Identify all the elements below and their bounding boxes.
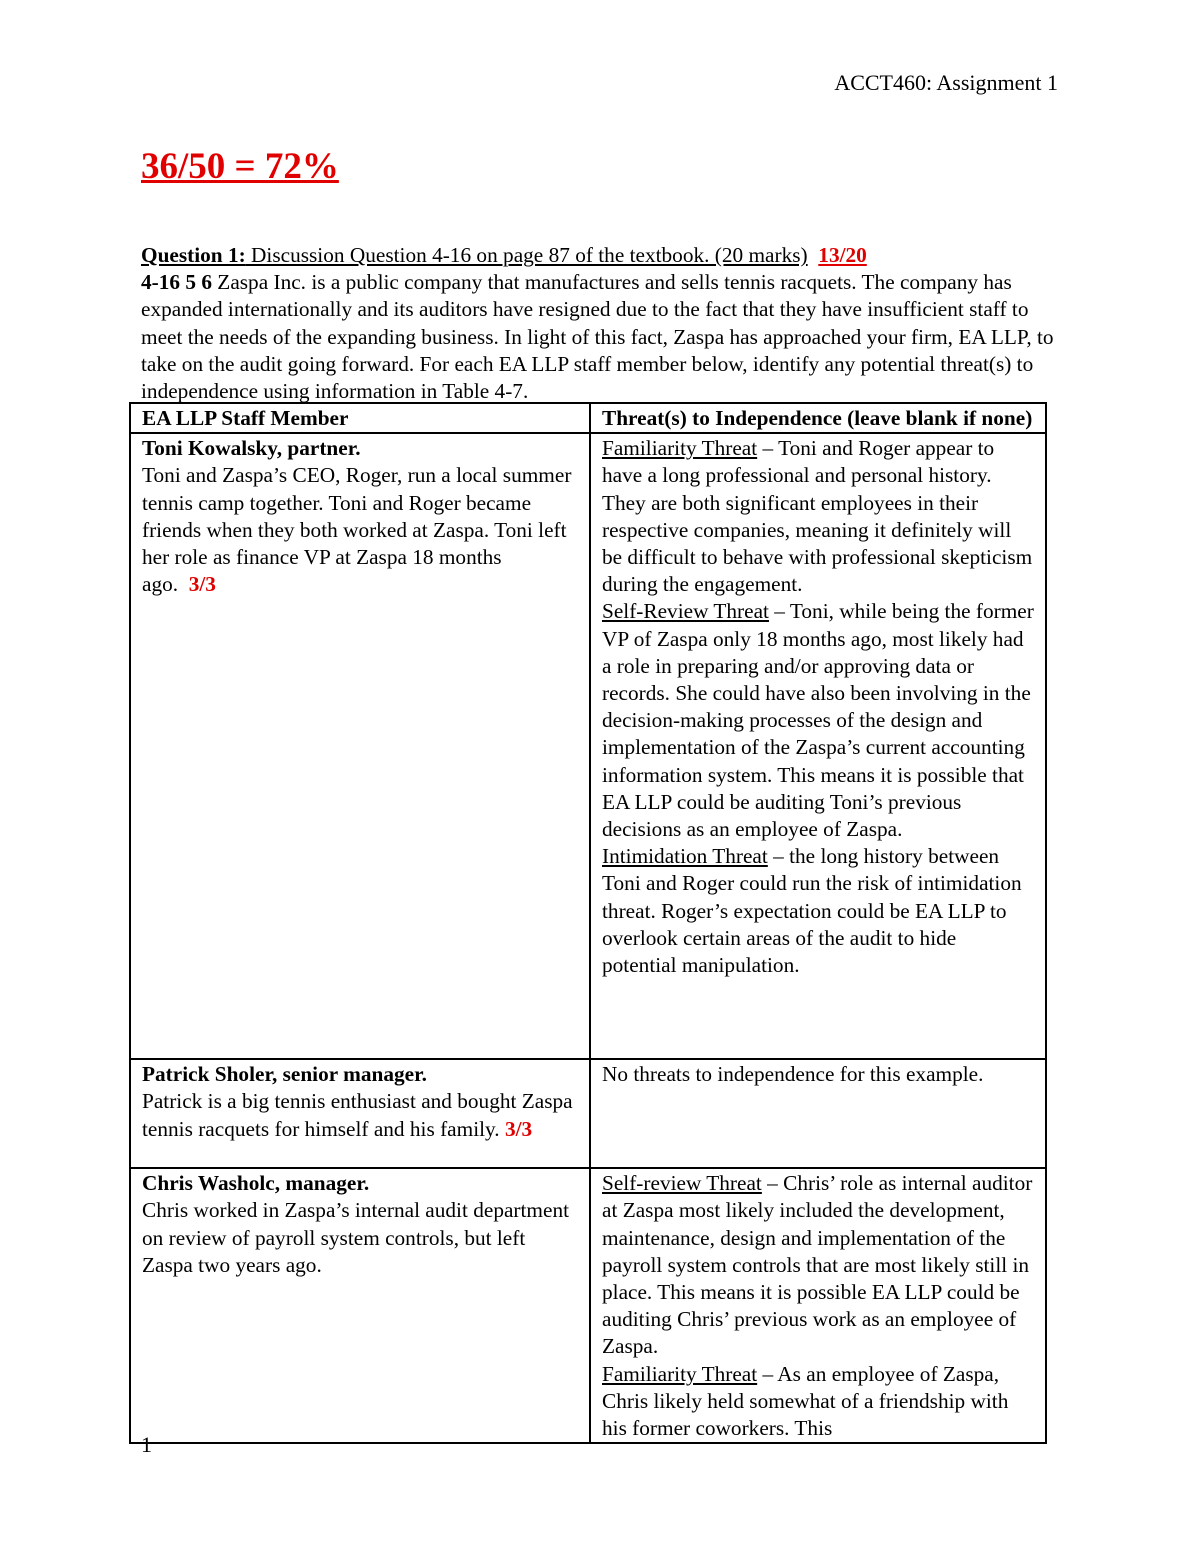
threat-name: Intimidation Threat [602, 844, 768, 869]
question-label: Question 1: [141, 243, 246, 267]
page-number: 1 [141, 1432, 152, 1457]
total-score: 36/50 = 72% [141, 146, 339, 187]
course-header: ACCT460: Assignment 1 [834, 70, 1058, 95]
header-threats: Threat(s) to Independence (leave blank if none) [590, 403, 1046, 433]
table-row [130, 1059, 1046, 1168]
threat-name: Self-review Threat [602, 1171, 762, 1196]
question-intro [141, 242, 1061, 405]
staff-cell [130, 1059, 590, 1168]
staff-cell [130, 1168, 590, 1443]
question-prompt: Discussion Question 4-16 on page 87 of the textbook. (20 marks) [245, 243, 808, 267]
row-score: 3/3 [504, 1116, 533, 1141]
row-score: 3/3 [188, 572, 216, 597]
staff-description: Toni and Zaspa’s CEO, Roger, run a local summer tennis camp together. Toni and Roger became friends when they both worked at Zaspa. Toni left her role as finance VP at Zaspa 18 months ago. [142, 463, 572, 597]
threat-text: No threats to independence for this example. [602, 1062, 984, 1087]
threat-text: – Chris’ role as internal auditor at Zaspa most likely included the development, maintenance, design and implementation of the payroll system controls that are most likely still in place. This means it is possible EA LLP could be auditing Chris’ previous work as an employee of Zaspa. [602, 1171, 1033, 1359]
question-body: Zaspa Inc. is a public company that manufactures and sells tennis racquets. The company has expanded internationally and its auditors have resigned due to the fact that they have insufficient staff to meet the needs of the expanding business. In light of this fact, Zaspa has approached your firm, EA LLP, to take on the audit going forward. For each EA LLP staff member below, identify any potential threat(s) to independence using information in Table 4-7. [141, 270, 1054, 404]
threat-text: – the long history between Toni and Roger could run the risk of intimidation threat. Roger’s expectation could be EA LLP to overlook certain areas of the audit to hide potential manipulation. [602, 844, 1022, 978]
staff-description: Chris worked in Zaspa’s internal audit department on review of payroll system controls, but left Zaspa two years ago. [142, 1198, 570, 1277]
threat-cell [590, 1059, 1046, 1168]
table-row [130, 1168, 1046, 1443]
staff-name: Patrick Sholer, senior manager. [142, 1062, 427, 1087]
staff-description: Patrick is a big tennis enthusiast and bought Zaspa tennis racquets for himself and his family. [142, 1089, 573, 1141]
staff-cell [130, 433, 590, 1059]
staff-name: Chris Washolc, manager. [142, 1171, 370, 1196]
threat-text: – Toni, while being the former VP of Zaspa only 18 months ago, most likely had a role in preparing and/or approving data or records. She could have also been involving in the decision-making processes of the design and implementation of the Zaspa’s current accounting information system. This means it is possible that EA LLP could be auditing Toni’s previous decisions as an employee of Zaspa. [602, 599, 1034, 842]
threat-text: – As an employee of Zaspa, Chris likely held somewhat of a friendship with his former coworkers. This [602, 1361, 1009, 1441]
table-row [130, 433, 1046, 1059]
threats-table [129, 402, 1047, 1444]
header-staff-member: EA LLP Staff Member [130, 403, 590, 433]
staff-name: Toni Kowalsky, partner. [142, 436, 361, 461]
threat-text: – Toni and Roger appear to have a long professional and personal history. They are both significant employees in their respective companies, meaning it definitely will be difficult to behave with professional skepticism during the engagement. [602, 436, 1033, 597]
threat-name: Self-Review Threat [602, 599, 769, 624]
table-header-row [130, 403, 1046, 433]
threat-cell [590, 433, 1046, 1059]
threat-cell [590, 1168, 1046, 1443]
question-score: 13/20 [818, 243, 867, 267]
threat-name: Familiarity Threat [602, 1361, 758, 1386]
threat-name: Familiarity Threat [602, 436, 758, 461]
question-number: 4-16 5 6 [141, 270, 212, 295]
